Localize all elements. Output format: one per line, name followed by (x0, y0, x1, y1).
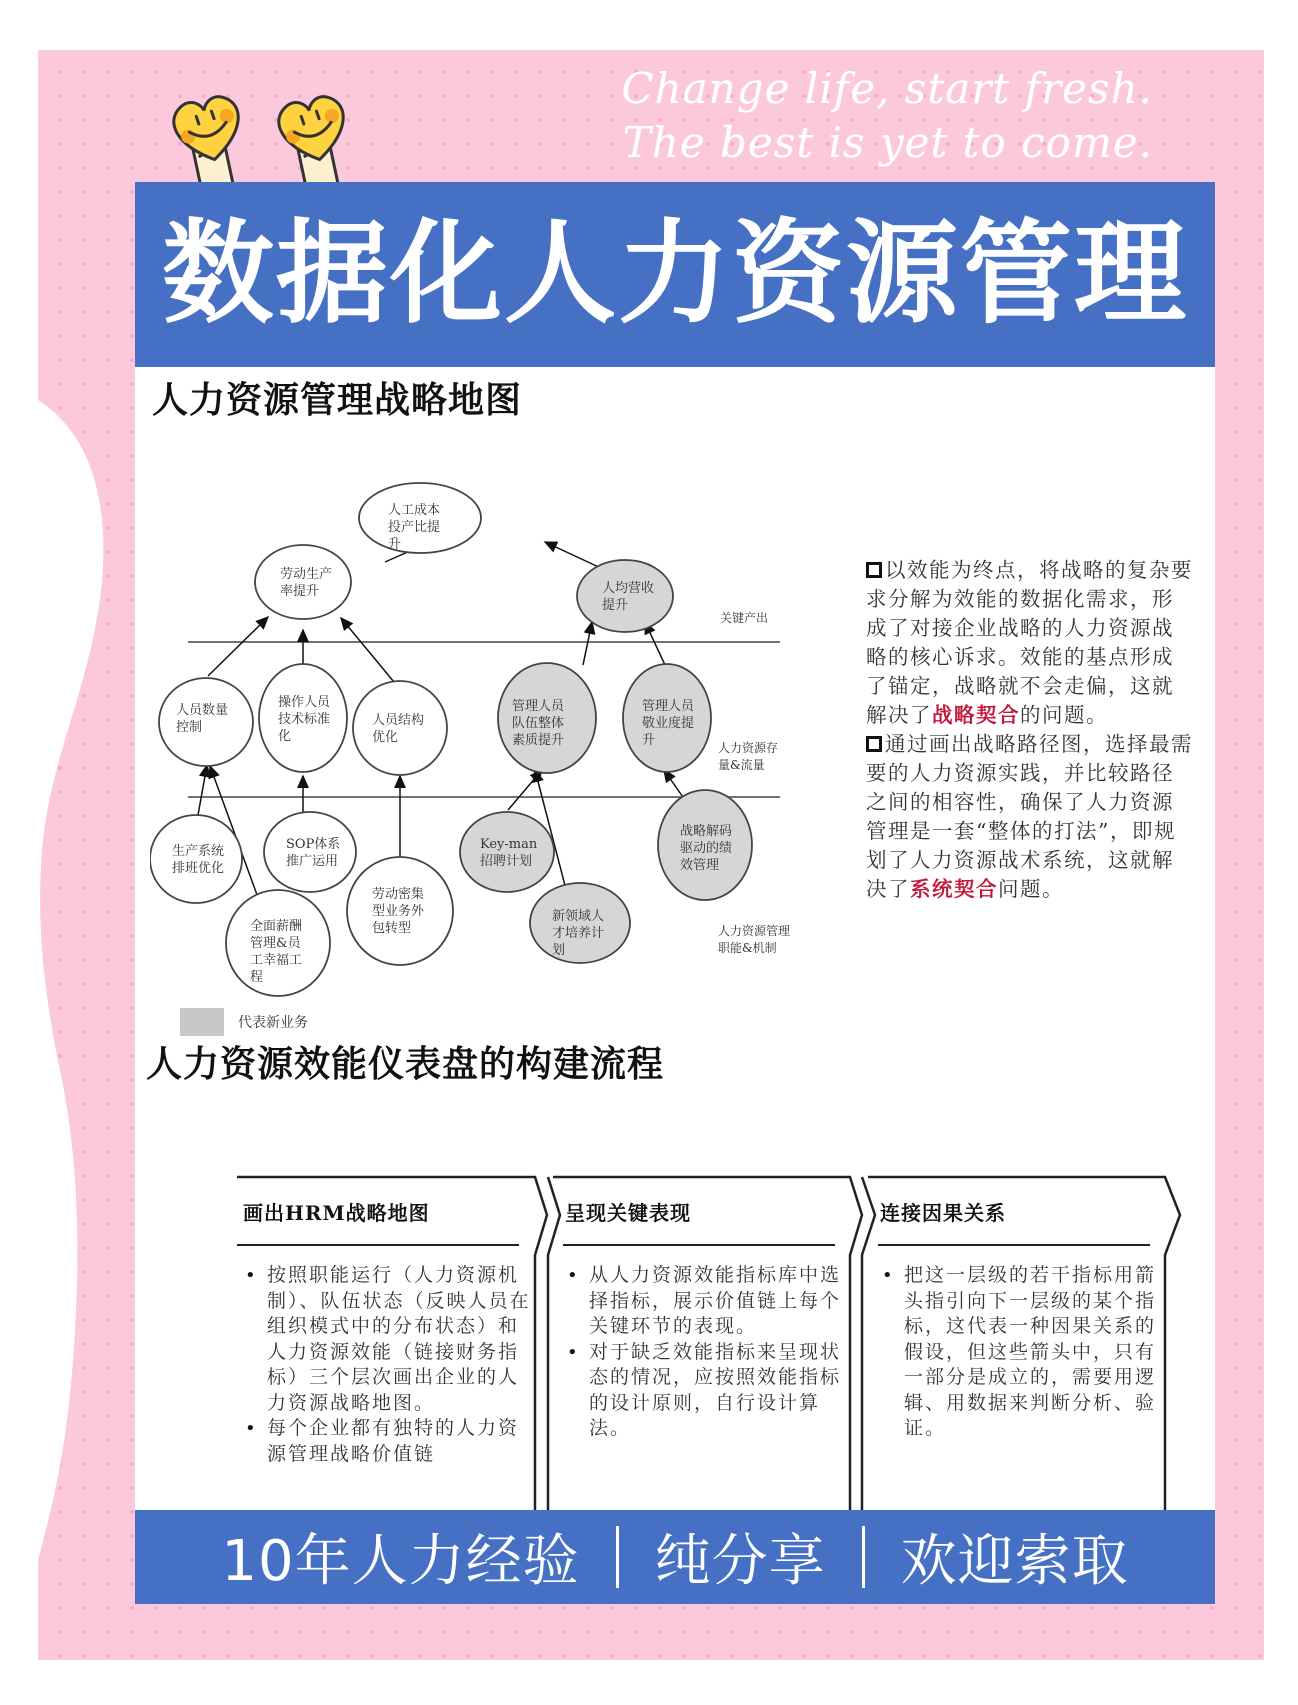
process-flow (235, 1175, 1195, 1510)
node-label: 劳动密集型业务外包转型 (372, 887, 425, 936)
node-label: SOP体系推广运用 (286, 837, 341, 869)
node-label: 管理人员敬业度提升 (642, 699, 695, 748)
flow-step-title: 呈现关键表现 (565, 1201, 691, 1225)
node-structure-optimization (353, 681, 447, 775)
node-label: 管理人员队伍整体素质提升 (512, 699, 565, 748)
bullet-item: • 每个企业都有独特的人力资源管理战略价值链 (243, 1416, 531, 1467)
node-keyman-recruiting (460, 812, 554, 892)
diagram-legend (180, 1008, 308, 1036)
checkbox-icon (866, 736, 882, 752)
side-note-2: 通过画出战略路径图，选择最需要的人力资源实践，并比较路径之间的相容性，确保了人力资源管理是一套“整体的打法”，即规划了人力资源战术系统，这就解决了系统契合问题。 (866, 732, 1193, 901)
slogan-line-2: The best is yet to come. (622, 118, 1153, 167)
page-title: 数据化人力资源管理 (162, 212, 1188, 337)
section-heading-strategy-map: 人力资源管理战略地图 (152, 380, 523, 421)
node-label: Key-man 招聘计划 (480, 837, 538, 869)
flow-step-title: 连接因果关系 (880, 1201, 1006, 1225)
footer-item-sharing: 纯分享 (654, 1529, 826, 1594)
footer-item-experience: 10年人力经验 (221, 1529, 580, 1594)
footer-banner (135, 1510, 1215, 1604)
highlight-system-fit: 系统契合 (910, 877, 998, 901)
heart-smiley-icon (270, 88, 360, 188)
bullet-item: • 按照职能运行（人力资源机制）、队伍状态（反映人员在组织模式中的分布状态）和人力资源效能（链接财务指标）三个层次画出企业的人力资源战略地图。 (243, 1263, 531, 1416)
strategy-map-diagram (150, 470, 830, 1040)
flow-step-bullets (243, 1263, 531, 1467)
node-sop (264, 812, 356, 892)
side-notes (866, 556, 1194, 904)
node-label: 生产系统排班优化 (172, 844, 225, 876)
legend-swatch-gray (180, 1008, 224, 1036)
node-label: 劳动生产率提升 (280, 567, 333, 599)
bullet-item: • 把这一层级的若干指标用箭头指引向下一层级的某个指标，这代表一种因果关系的假设，但这些箭头中，只有一部分是成立的，需要用逻辑、用数据来判断分析、验证。 (880, 1263, 1160, 1442)
node-label: 人员数量控制 (176, 703, 229, 735)
checkbox-icon (866, 562, 882, 578)
slogan-line-1: Change life, start fresh. (621, 64, 1153, 113)
node-label: 操作人员技术标准化 (278, 695, 331, 744)
node-labor-productivity (255, 545, 351, 619)
node-headcount-control (159, 678, 253, 766)
node-label: 人员结构优化 (372, 713, 425, 745)
node-revenue-per-capita (577, 560, 673, 632)
side-note-1: 以效能为终点，将战略的复杂要求分解为效能的数据化需求，形成了对接企业战略的人力资源战略的核心诉求。效能的基点形成了锚定，战略就不会走偏，这就解决了战略契合的问题。 (866, 558, 1193, 727)
flow-step-bullets (880, 1263, 1160, 1442)
bullet-item: • 从人力资源效能指标库中选择指标，展示价值链上每个关键环节的表现。 (565, 1263, 843, 1340)
flow-step-title: 画出HRM战略地图 (243, 1201, 430, 1225)
node-scheduling (150, 815, 242, 903)
footer-item-welcome: 欢迎索取 (900, 1529, 1129, 1594)
flow-step-bullets (565, 1263, 843, 1442)
node-label: 人均营收提升 (602, 581, 655, 613)
layer-label-functions: 人力资源管理职能&机制 (718, 924, 791, 955)
heart-smiley-icon (165, 88, 255, 188)
layer-label-key-output: 关键产出 (720, 611, 769, 625)
node-label: 全面薪酬管理&员工幸福工程 (250, 919, 303, 985)
title-banner (135, 182, 1215, 367)
highlight-strategic-fit: 战略契合 (932, 703, 1020, 727)
node-label: 新领域人才培养计划 (552, 909, 605, 958)
layer-label-stock-flow: 人力资源存量&流量 (718, 741, 779, 772)
bullet-item: • 对于缺乏效能指标来呈现状态的情况，应按照效能指标的设计原则，自行设计算法。 (565, 1340, 843, 1442)
node-top (359, 483, 481, 553)
node-top-label: 人工成本投产比提升 (388, 503, 441, 552)
legend-label: 代表新业务 (238, 1015, 308, 1031)
node-label: 战略解码驱动的绩效管理 (680, 824, 733, 873)
section-heading-dashboard-process: 人力资源效能仪表盘的构建流程 (146, 1044, 665, 1085)
slogan (621, 62, 1153, 170)
